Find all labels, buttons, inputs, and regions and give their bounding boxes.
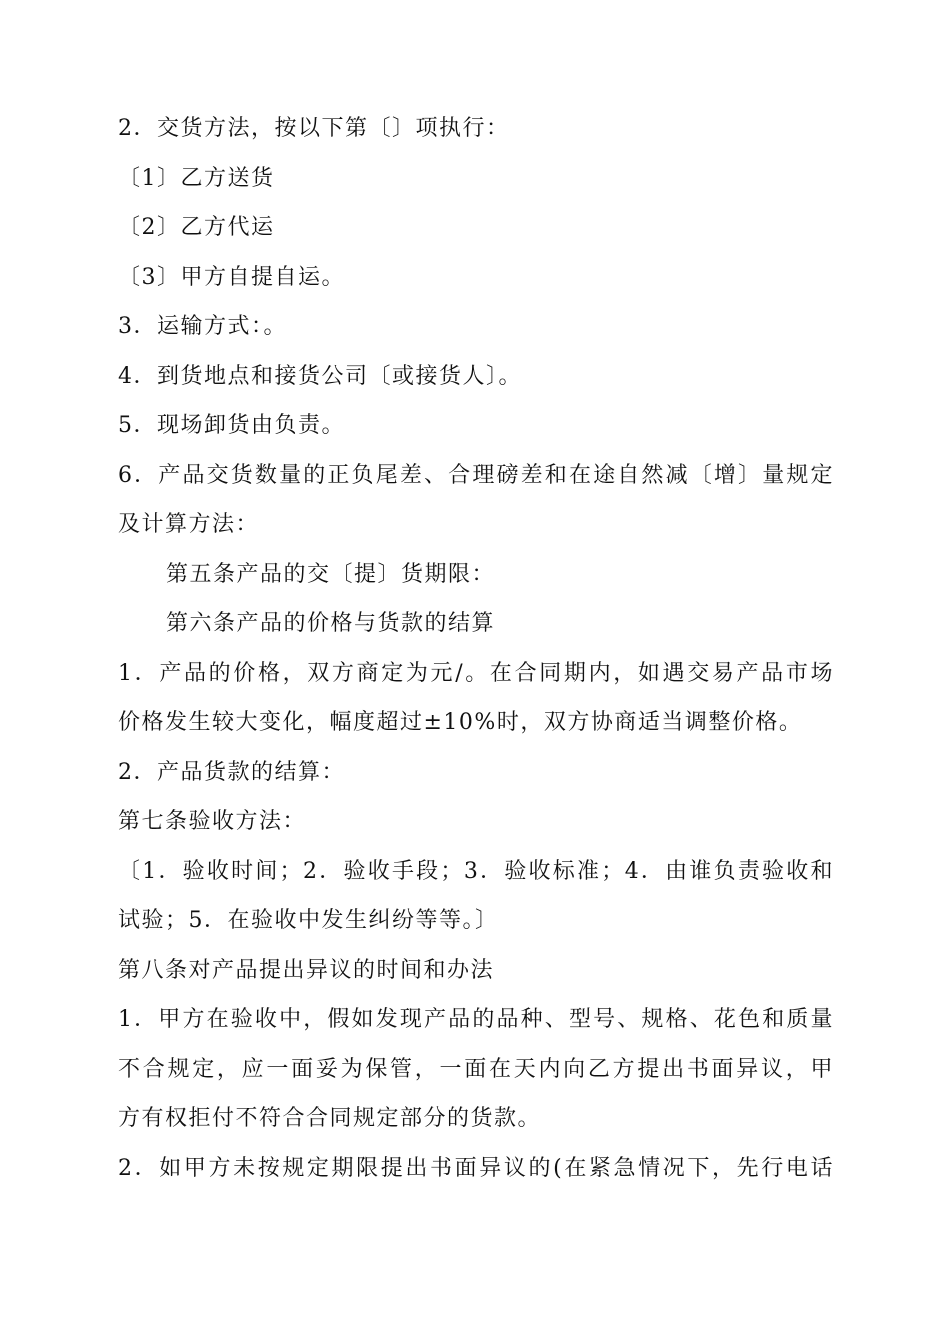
text-line: 不合规定，应一面妥为保管，一面在天内向乙方提出书面异议，甲 [118, 1056, 834, 1082]
text-line: 2．如甲方未按规定期限提出书面异议的(在紧急情况下，先行电话 [118, 1155, 834, 1181]
text-line: 2．产品货款的结算： [118, 759, 345, 785]
text-line: 试验；5．在验收中发生纠纷等等。〕 [118, 908, 499, 933]
text-line: 〔3〕甲方自提自运。 [118, 264, 345, 290]
text-line: 2．交货方法，按以下第〔〕项执行： [118, 116, 510, 141]
text-line: 5．现场卸货由负责。 [118, 413, 345, 438]
text-line: 〔2〕乙方代运 [118, 215, 275, 240]
text-line: 及计算方法： [118, 512, 260, 537]
text-line: 3．运输方式：。 [118, 314, 287, 339]
text-line: 6．产品交货数量的正负尾差、合理磅差和在途自然减〔增〕量规定 [118, 462, 834, 488]
text-line: 〔1．验收时间；2．验收手段；3．验收标准；4．由谁负责验收和 [118, 858, 834, 884]
text-line: 4．到货地点和接货公司〔或接货人〕。 [118, 363, 522, 389]
text-line: 1．甲方在验收中，假如发现产品的品种、型号、规格、花色和质量 [118, 1007, 834, 1032]
section-heading: 第七条验收方法： [118, 809, 307, 834]
document-page [118, 104, 834, 1193]
text-line: 1．产品的价格，双方商定为元/。在合同期内，如遇交易产品市场 [118, 660, 834, 686]
text-line: 〔1〕乙方送货 [118, 165, 275, 191]
text-line: 方有权拒付不符合合同规定部分的货款。 [118, 1106, 542, 1131]
section-heading: 第五条产品的交〔提〕货期限： [166, 561, 496, 587]
section-heading: 第六条产品的价格与货款的结算 [166, 611, 496, 636]
text-line: 价格发生较大变化，幅度超过±10%时，双方协商适当调整价格。 [118, 710, 803, 735]
section-heading: 第八条对产品提出异议的时间和办法 [118, 957, 495, 983]
